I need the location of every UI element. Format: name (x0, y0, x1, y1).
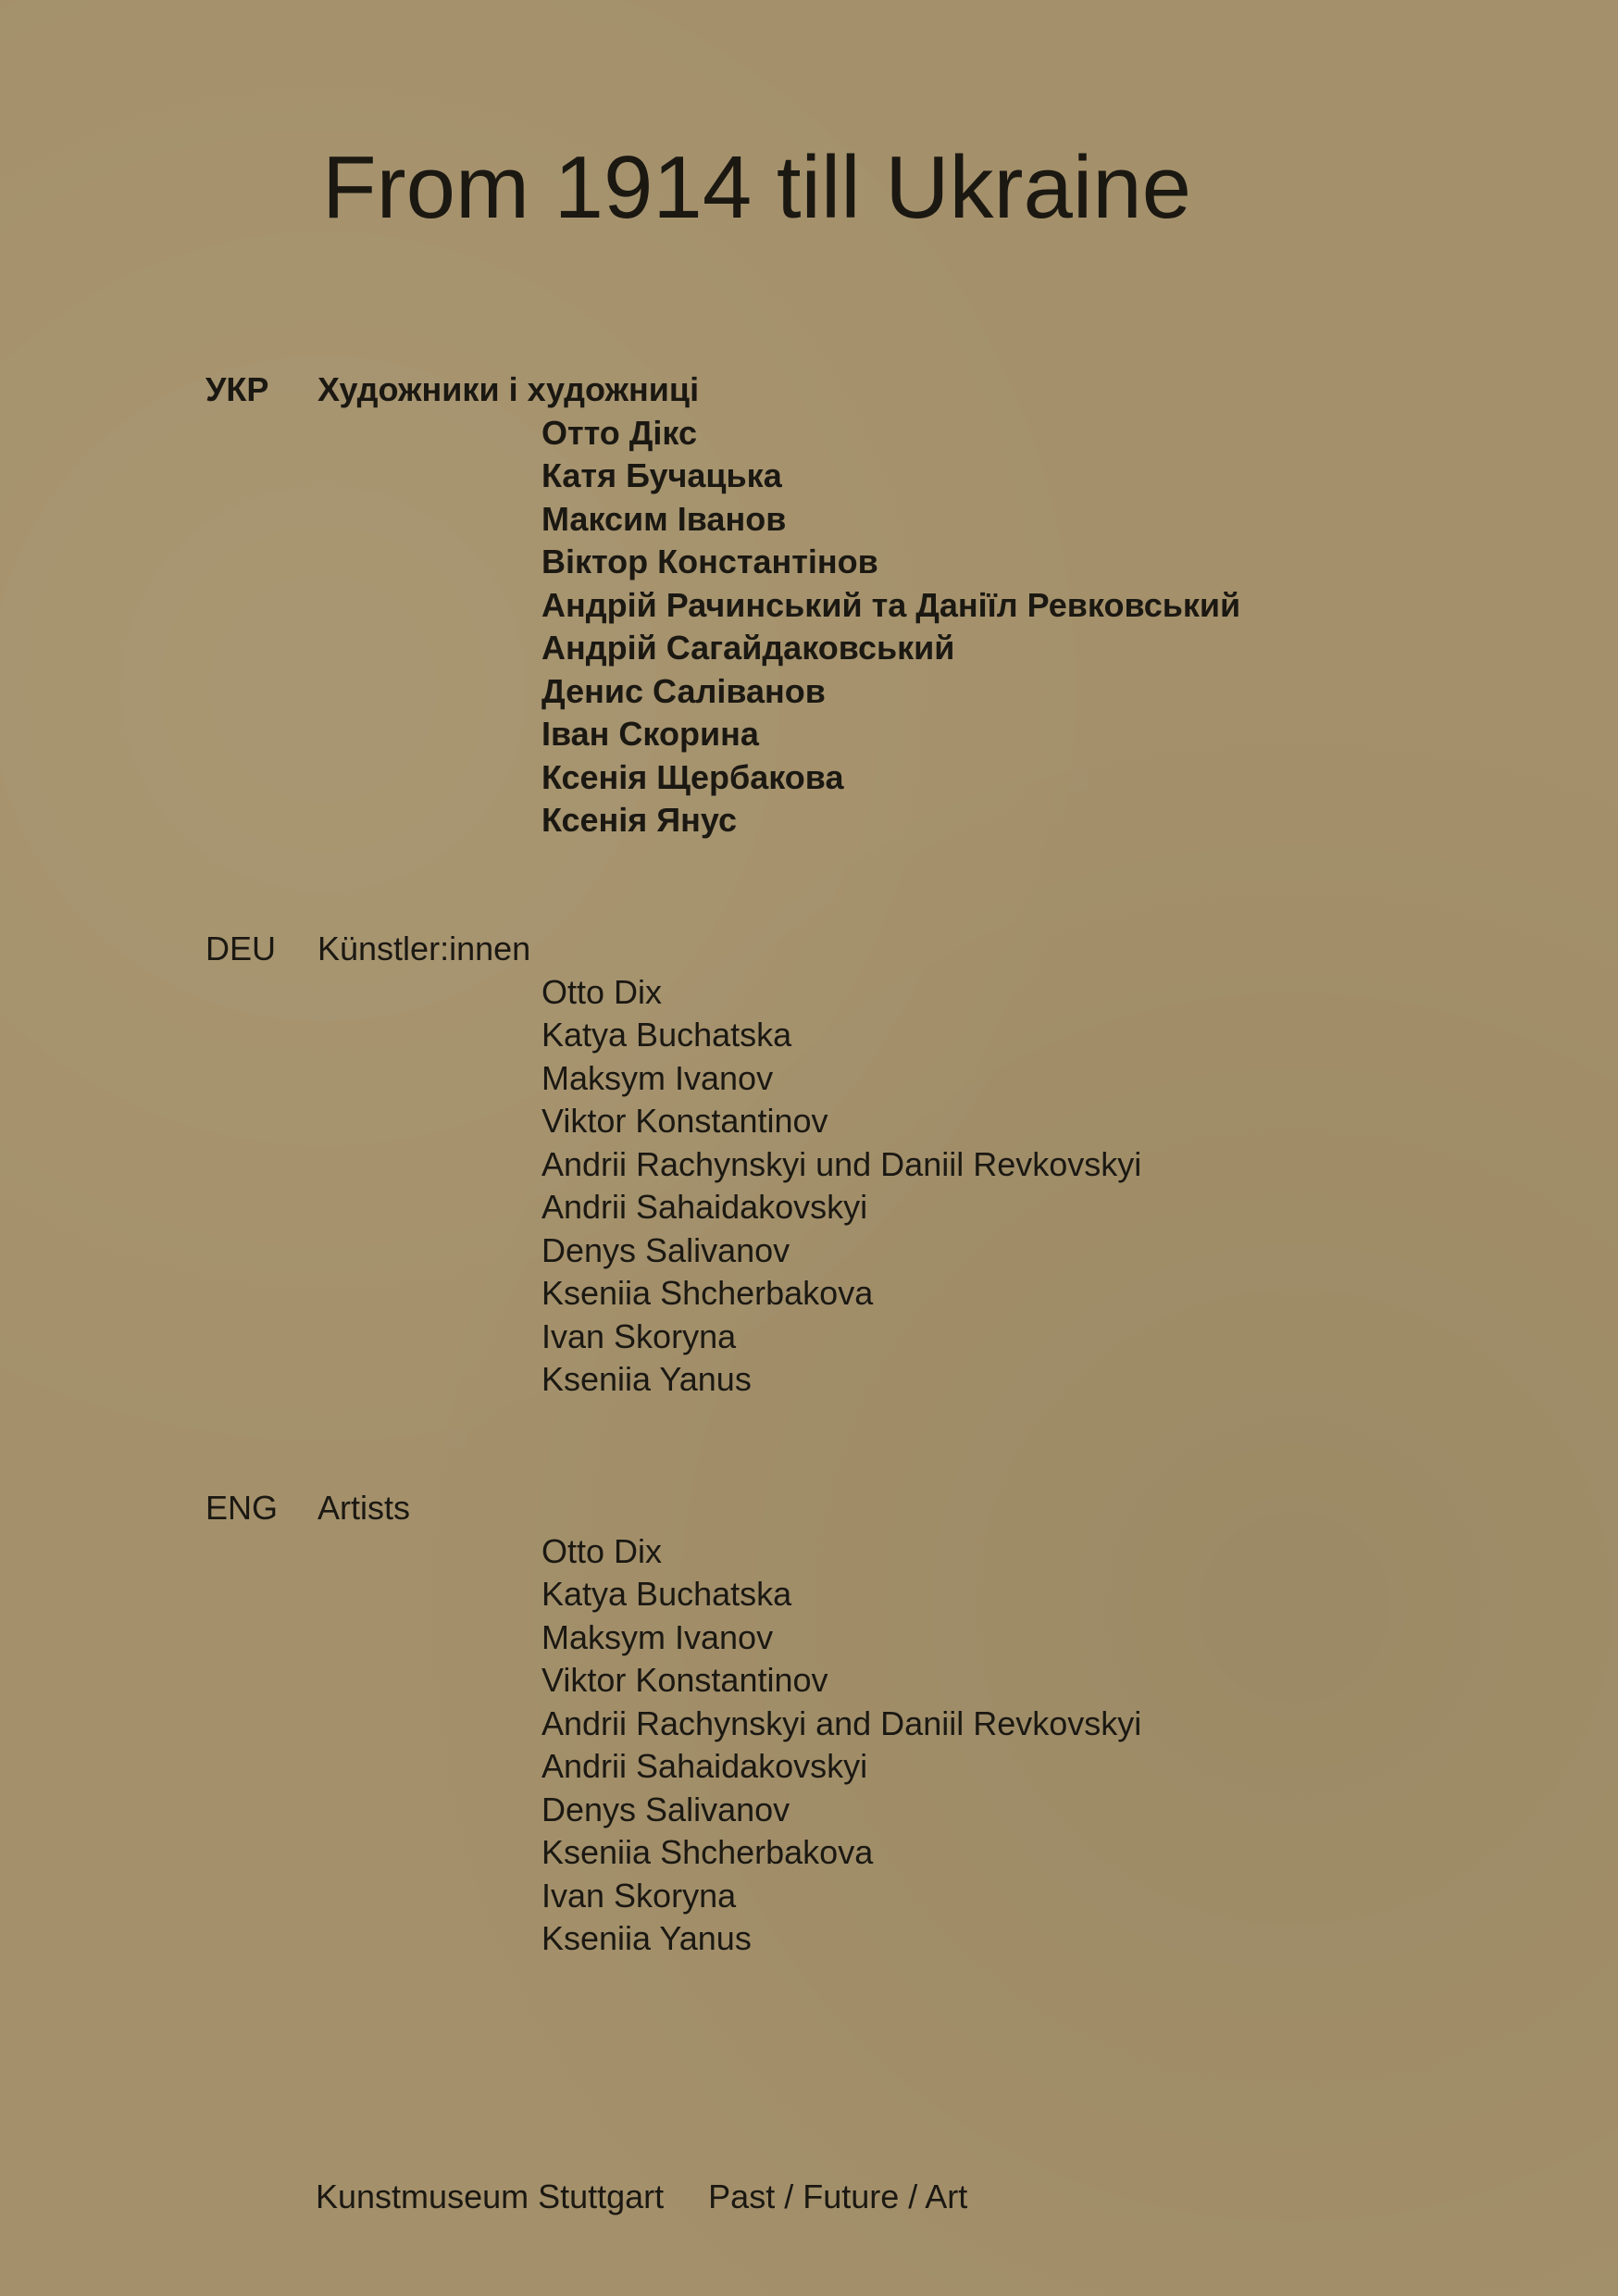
section-heading: Artists (317, 1489, 411, 1527)
footer (316, 2177, 967, 2216)
section-heading: Художники і художниці (317, 370, 700, 408)
artist-name: Otto Dix (541, 972, 663, 1011)
artist-name: Kseniia Yanus (541, 1919, 752, 1957)
artist-name: Kseniia Shcherbakova (541, 1833, 874, 1871)
artist-name: Otto Dix (541, 1531, 663, 1570)
artist-name: Kseniia Shcherbakova (541, 1274, 874, 1312)
artist-name: Andrii Sahaidakovskyi (541, 1747, 868, 1785)
publisher-name: Kunstmuseum Stuttgart (316, 2177, 665, 2215)
artist-name: Ivan Skoryna (541, 1876, 737, 1915)
artist-name: Ксенія Щербакова (541, 757, 844, 796)
artist-name: Катя Бучацька (541, 456, 782, 494)
artist-name: Денис Саліванов (541, 671, 826, 710)
artist-name: Viktor Konstantinov (541, 1102, 828, 1140)
page-title: From 1914 till Ukraine (322, 138, 1191, 237)
artist-name: Андрій Сагайдаковський (541, 629, 955, 667)
artist-name: Ivan Skoryna (541, 1316, 737, 1355)
artist-name: Katya Buchatska (541, 1575, 792, 1613)
artist-name: Андрій Рачинський та Даніїл Ревковський (541, 585, 1241, 624)
series-name: Past / Future / Art (708, 2177, 968, 2215)
artist-name: Andrii Sahaidakovskyi (541, 1188, 868, 1226)
artist-name: Denys Salivanov (541, 1790, 790, 1828)
section-heading: Künstler:innen (317, 930, 531, 967)
artist-list (541, 971, 1141, 1402)
artist-name: Viktor Konstantinov (541, 1661, 828, 1699)
artist-list (541, 1530, 1141, 1961)
artist-name: Maksym Ivanov (541, 1058, 774, 1097)
artist-name: Andrii Rachynskyi and Daniil Revkovskyi (541, 1703, 1142, 1742)
artist-name: Maksym Ivanov (541, 1617, 774, 1656)
artist-list (541, 412, 1240, 842)
language-code: DEU (205, 930, 277, 967)
language-code: УКР (205, 370, 269, 408)
artist-name: Kseniia Yanus (541, 1360, 752, 1398)
artist-name: Іван Скорина (541, 715, 759, 753)
artist-name: Katya Buchatska (541, 1016, 792, 1054)
artist-name: Максим Іванов (541, 499, 787, 538)
artist-name: Отто Дікс (541, 413, 697, 452)
artist-name: Denys Salivanov (541, 1230, 790, 1269)
artist-name: Ксенія Янус (541, 801, 738, 839)
artist-name: Andrii Rachynskyi und Daniil Revkovskyi (541, 1144, 1142, 1183)
artist-name: Віктор Константінов (541, 543, 878, 580)
language-code: ENG (205, 1489, 279, 1527)
